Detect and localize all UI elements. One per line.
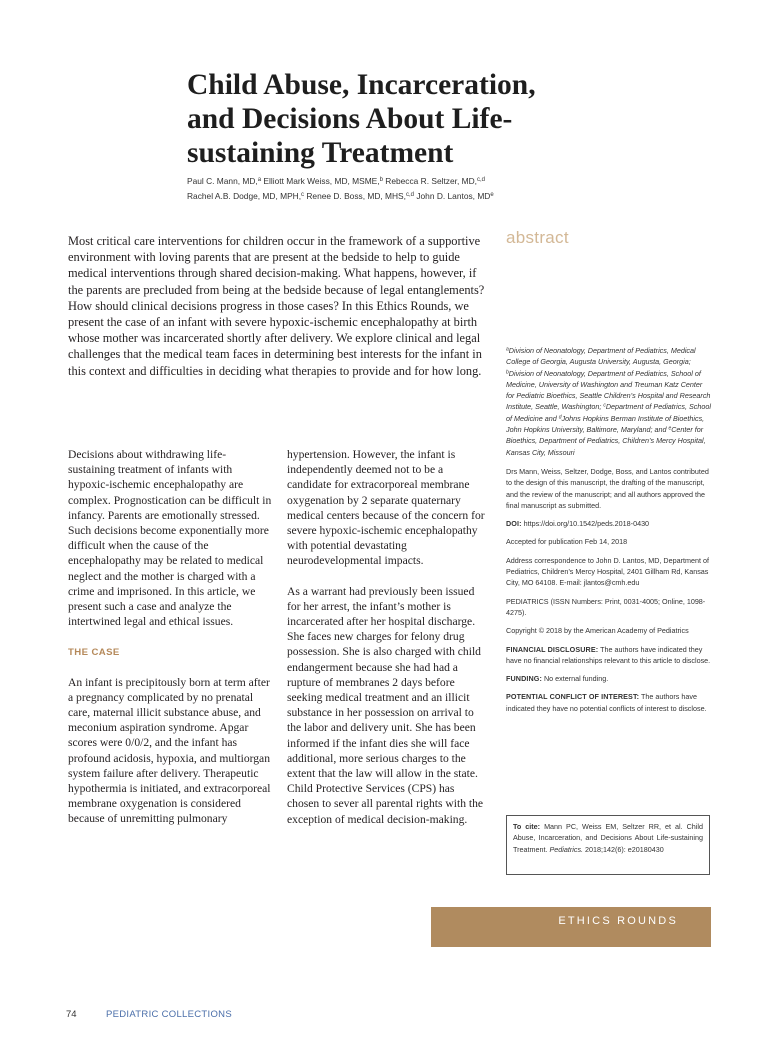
author: Rebecca R. Seltzer, MD,$^{c,d}$ [385,176,485,186]
doi: DOI: https://doi.org/10.1542/peds.2018-0430 [506,519,650,529]
author-list [187,174,527,204]
case-paragraph-continued: hypertension. However, the infant is independently deemed not to be a candidate for extracorporeal membrane oxygenation by 2 separate quaternary medical centers because of the concern for severe hypoxic-ischemic encephalopathy with potential devastating neurodevelopmental impacts. [287,448,485,568]
page-number: 74 [66,1009,77,1020]
author: Paul C. Mann, MD,$^a$ [187,176,262,186]
article-title: Child Abuse, Incarceration, and Decisions About Life-sustaining Treatment [187,69,536,169]
author-contributions: Drs Mann, Weiss, Seltzer, Dodge, Boss, and Lantos contributed to the design of this manuscript, the drafting of the manuscript, and the review of the manuscript; and all authors approved the final manuscript as submitted. [506,466,709,510]
author: Elliott Mark Weiss, MD, MSME,$^b$ [263,176,383,186]
citation-box: To cite: Mann PC, Weiss EM, Seltzer RR, et al. Child Abuse, Incarceration, and Decisions About Life-sustaining Treatment. Pediatrics. 2018;142(6): e20180430 [506,815,710,875]
abstract-label: abstract [506,228,569,247]
section-heading-the-case: THE CASE [68,647,120,659]
author-affiliations: $^a$Division of Neonatology, Department of Pediatrics, Medical College of Georgia, Augusta University, Augusta, Georgia; $^b$Division of Neonatology, Department of Pediatrics, School of Medicine, University of Washington and Treuman Katz Center for Pediatric Bioethics, Seattle Children’s Hospital and Research Institute, Seattle, Washington; $^c$Department of Pediatrics, School of Medicine and $^d$Johns Hopkins Berman Institute of Bioethics, John Hopkins University, Baltimore, Maryland; and $^e$Center for Bioethics, Department of Pediatrics, Children’s Mercy Hospital, Kansas City, Missouri [506,346,711,457]
author: Rachel A.B. Dodge, MD, MPH,$^c$ [187,191,305,201]
author: Renee D. Boss, MD, MHS,$^{c,d}$ [306,191,414,201]
intro-paragraph: Decisions about withdrawing life-sustaining treatment of infants with hypoxic-ischemic encephalopathy are complex. Prognostication can be difficult in infancy. Parents are emotionally stressed. Such decisions become exponentially more difficult when the cause of the encephalopathy may be related to medical neglect and the mother is charged with a crime and imprisoned. In this article, we present such a case and analyze the intertwined legal and ethical issues. [68,448,272,629]
abstract-text: Most critical care interventions for children occur in the framework of a supportive environment with loving parents that are present at the bedside to help to guide medical interventions through shared decision-making. What happens, however, if the parents are precluded from being at the bedside because of legal entanglements? How should clinical decisions progress in those cases? In this Ethics Rounds, we present the case of an infant with severe hypoxic-ischemic encephalopathy at birth whose mother was incarcerated shortly after delivery. We explore clinical and legal challenges that the medical team faces in determining best interests for the infant in this context and difficulties in deciding what therapies to provide and for how long. [68,234,485,378]
journal-name: PEDIATRIC COLLECTIONS [106,1009,232,1020]
doi-link[interactable]: https://doi.org/10.1542/peds.2018-0430 [523,519,650,529]
correspondence-address: Address correspondence to John D. Lantos, MD, Department of Pediatrics, Children’s Mercy Hospital, 2401 Gillham Rd, Kansas City, MO 64108. E-mail: jlantos@cmh.edu [506,555,709,588]
body-column-2 [287,447,487,842]
issn: PEDIATRICS (ISSN Numbers: Print, 0031-4005; Online, 1098-4275). [506,596,706,617]
article-sidebar [506,345,711,721]
copyright: Copyright © 2018 by the American Academy of Pediatrics [506,626,689,636]
financial-disclosure: FINANCIAL DISCLOSURE: The authors have indicated they have no financial relationships relevant to this article to disclose. [506,644,711,665]
author: John D. Lantos, MDe [416,191,494,201]
funding: FUNDING: No external funding. [506,674,609,684]
conflict-of-interest: POTENTIAL CONFLICT OF INTEREST: The authors have indicated they have no potential conflicts of interest to disclose. [506,692,707,713]
case-paragraph: An infant is precipitously born at term after a pregnancy complicated by no prenatal care, maternal illicit substance abuse, and meconium aspiration syndrome. Apgar scores were 0/0/2, and the infant has profound acidosis, hypoxia, and multiorgan system failure after delivery. Therapeutic hypothermia is initiated, and extracorporeal membrane oxygenation is considered because of unremitting pulmonary [68,675,271,826]
case-paragraph: As a warrant had previously been issued for her arrest, the infant’s mother is incarcerated after her hospital discharge. She faces new charges for felony drug possession. She is also charged with child endangerment because she had had a rupture of membranes 2 days before seeking medical treatment and an illicit substance in her possession on arrival to the labor and delivery unit. She has been informed if the infant dies she will face additional, more serious charges to the extent that the law will allow in the state. Child Protective Services (CPS) has chosen to sever all parental rights with the exception of medical decision-making. [287,584,484,826]
section-banner: ETHICS ROUNDS [431,907,711,947]
body-column-1 [68,447,273,842]
accepted-date: Accepted for publication Feb 14, 2018 [506,537,628,547]
